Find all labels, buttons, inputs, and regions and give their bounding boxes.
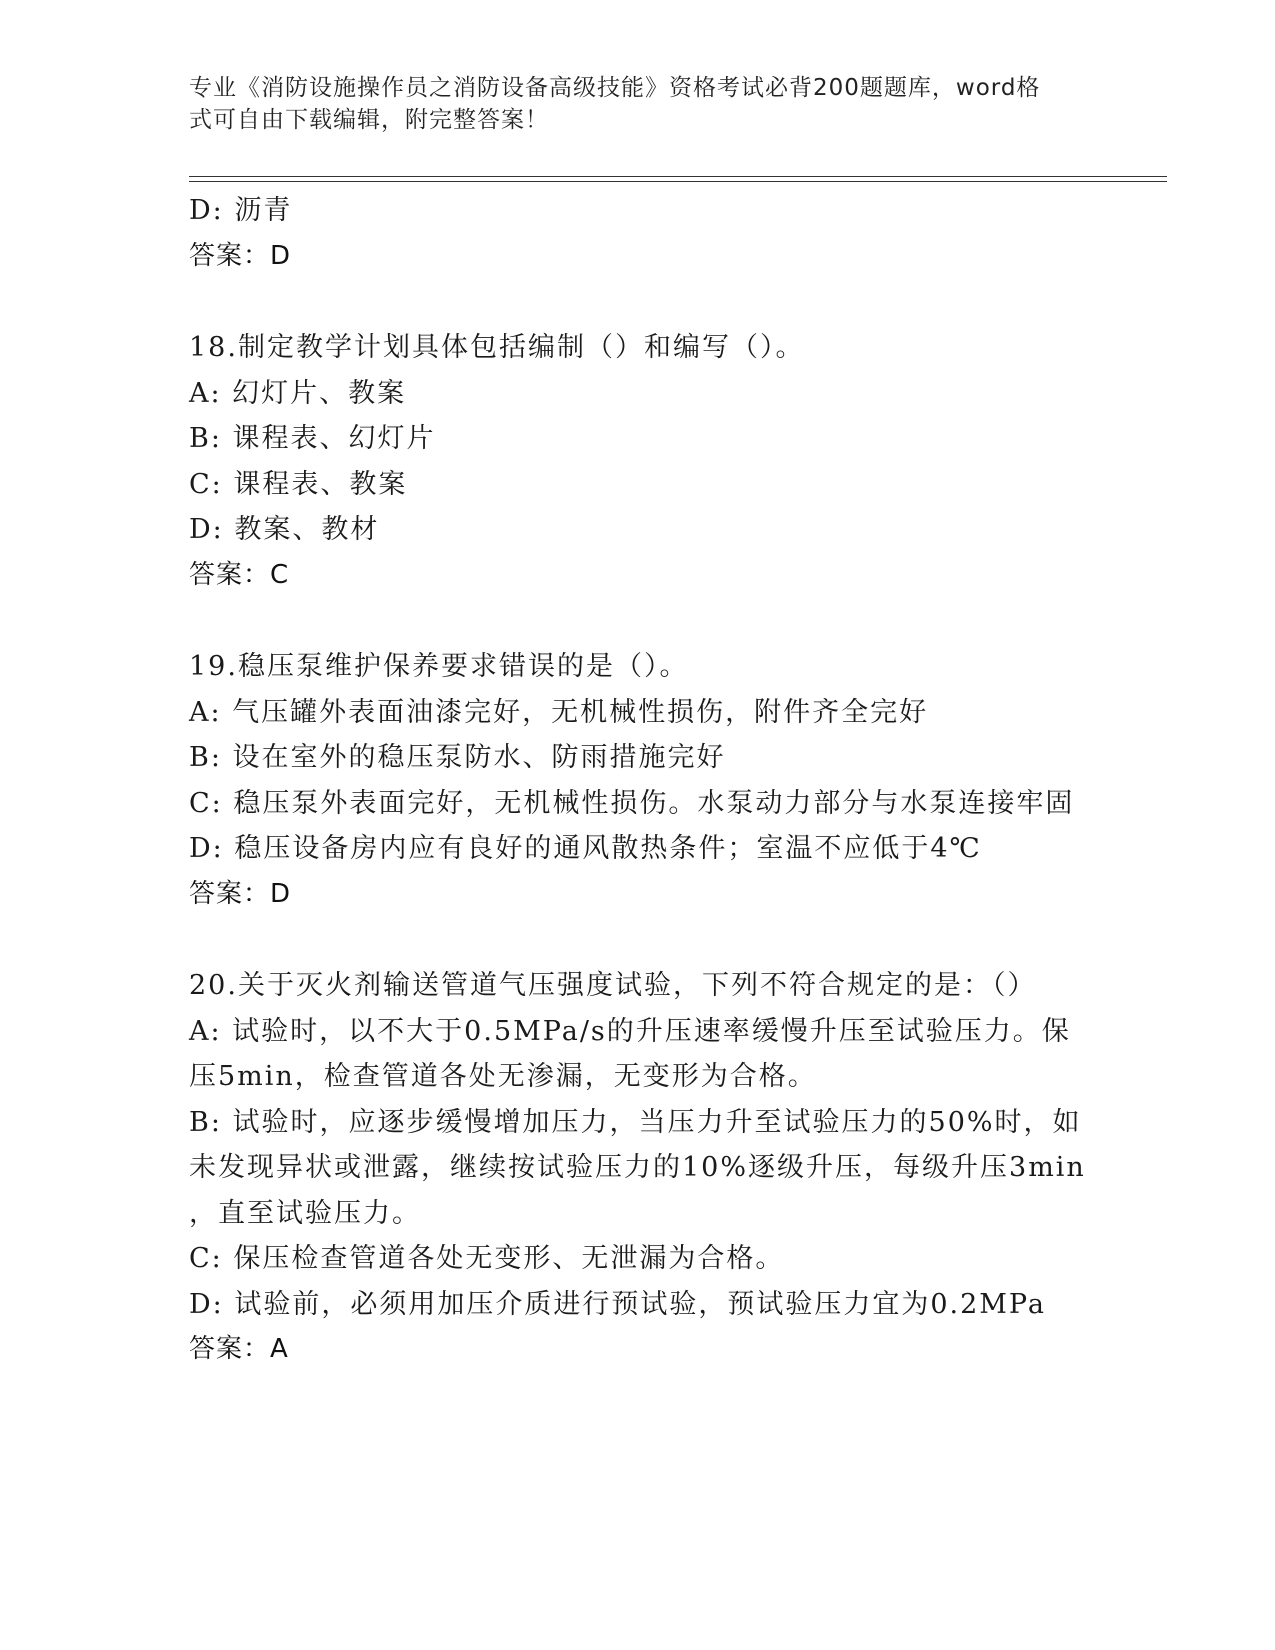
question-list xyxy=(189,188,1089,1373)
option-b-line-1: B: 试验时，应逐步缓慢增加压力，当压力升至试验压力的50%时，如 xyxy=(189,1106,1082,1138)
question-18 xyxy=(189,325,1089,598)
header-divider-top xyxy=(189,176,1167,177)
option-a-line-2: 压5min，检查管道各处无渗漏，无变形为合格。 xyxy=(189,1061,817,1092)
option-c: C: 稳压泵外表面完好，无机械性损伤。水泵动力部分与水泵连接牢固 xyxy=(189,787,1075,819)
answer: 答案：C xyxy=(189,559,290,590)
option-d: D: 稳压设备房内应有良好的通风散热条件；室温不应低于4℃ xyxy=(189,833,982,864)
option-b-line-3: ，直至试验压力。 xyxy=(189,1197,421,1229)
question-17-tail xyxy=(189,188,1089,279)
question-stem: 19.稳压泵维护保养要求错误的是（）。 xyxy=(189,651,689,682)
spacer xyxy=(189,917,1089,963)
option-d: D: 试验前，必须用加压介质进行预试验，预试验压力宜为0.2MPa xyxy=(189,1288,1046,1320)
answer: 答案：D xyxy=(189,240,292,271)
option-a: A: 气压罐外表面油漆完好，无机械性损伤，附件齐全完好 xyxy=(189,696,929,728)
spacer xyxy=(189,279,1089,325)
question-20 xyxy=(189,963,1089,1373)
question-stem: 20.关于灭火剂输送管道气压强度试验，下列不符合规定的是：（） xyxy=(189,970,1037,1001)
question-stem: 18.制定教学计划具体包括编制（）和编写（）。 xyxy=(189,332,805,363)
option-b: B: 课程表、幻灯片 xyxy=(189,423,436,454)
document-header xyxy=(189,72,1069,136)
option-b-line-2: 未发现异状或泄露，继续按试验压力的10%逐级升压，每级升压3min xyxy=(189,1152,1086,1183)
option-c: C: 保压检查管道各处无变形、无泄漏为合格。 xyxy=(189,1243,785,1274)
question-19 xyxy=(189,644,1089,917)
header-line-1: 专业《消防设施操作员之消防设备高级技能》资格考试必背200题题库，word格 xyxy=(189,75,1041,101)
option-d: D: 教案、教材 xyxy=(189,514,380,545)
option-b: B: 设在室外的稳压泵防水、防雨措施完好 xyxy=(189,742,726,773)
header-line-2: 式可自由下载编辑，附完整答案！ xyxy=(189,107,549,133)
answer: 答案：D xyxy=(189,878,292,909)
option-a-line-1: A: 试验时，以不大于0.5MPa/s的升压速率缓慢升压至试验压力。保 xyxy=(189,1015,1071,1047)
answer: 答案：A xyxy=(189,1334,289,1364)
header-divider-bottom xyxy=(189,181,1167,182)
option-a: A: 幻灯片、教案 xyxy=(189,377,407,409)
option-c: C: 课程表、教案 xyxy=(189,468,408,500)
option-d: D: 沥青 xyxy=(189,195,293,226)
spacer xyxy=(189,598,1089,644)
